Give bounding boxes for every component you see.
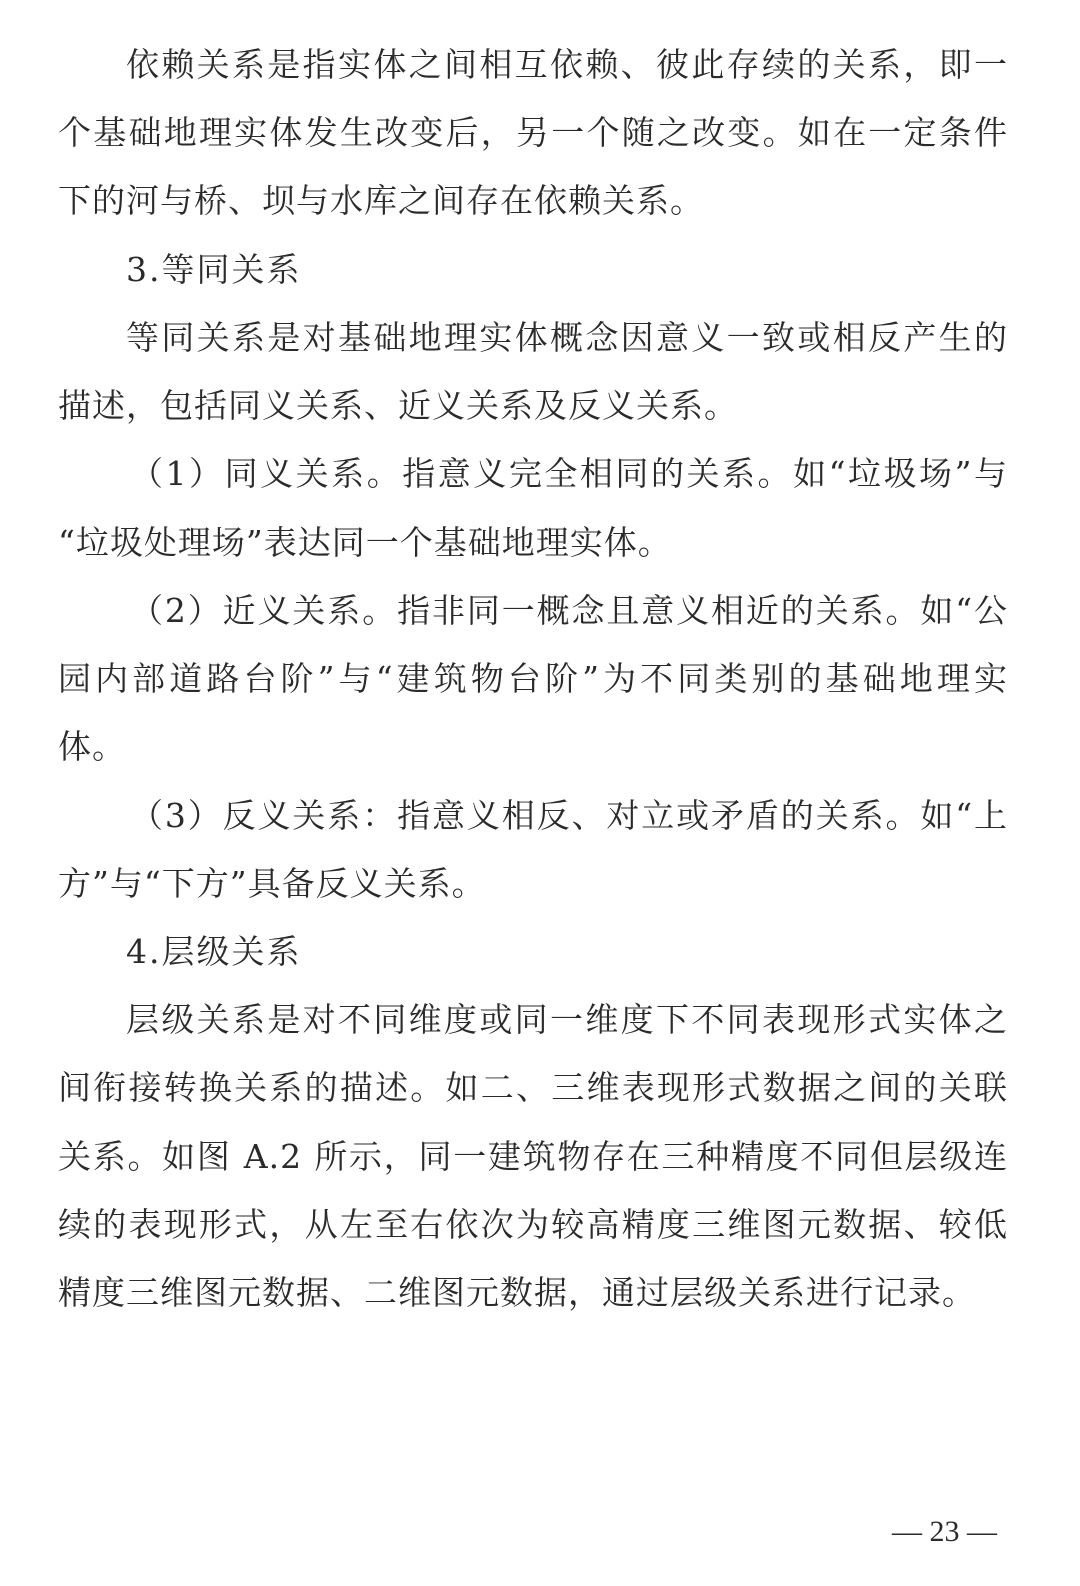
text-line: 关系。如图 A.2 所示，同一建筑物存在三种精度不同但层级连 (58, 1137, 1008, 1176)
text-line: 下的河与桥、坝与水库之间存在依赖关系。 (58, 181, 704, 220)
text-line: 园内部道路台阶”与“建筑物台阶”为不同类别的基础地理实 (58, 659, 1008, 698)
text-line: 续的表现形式，从左至右依次为较高精度三维图元数据、较低 (58, 1205, 1008, 1244)
text-line: （3）反义关系：指意义相反、对立或矛盾的关系。如“上 (130, 796, 1008, 835)
text-line: （1）同义关系。指意义完全相同的关系。如“垃圾场”与 (130, 454, 1008, 493)
text-line: 等同关系是对基础地理实体概念因意义一致或相反产生的 (126, 318, 1008, 357)
text-line: 层级关系是对不同维度或同一维度下不同表现形式实体之 (126, 1000, 1008, 1039)
text-line: 描述，包括同义关系、近义关系及反义关系。 (58, 386, 738, 425)
text-line: 间衔接转换关系的描述。如二、三维表现形式数据之间的关联 (58, 1068, 1008, 1107)
section-heading: 3.等同关系 (126, 250, 302, 289)
section-heading: 4.层级关系 (126, 932, 302, 971)
text-line: 体。 (58, 727, 126, 766)
text-line: 依赖关系是指实体之间相互依赖、彼此存续的关系，即一 (126, 45, 1008, 84)
text-line: 个基础地理实体发生改变后，另一个随之改变。如在一定条件 (58, 113, 1008, 152)
text-line: “垃圾处理场”表达同一个基础地理实体。 (58, 523, 672, 562)
page-number: — 23 — (892, 1515, 997, 1548)
text-line: （2）近义关系。指非同一概念且意义相近的关系。如“公 (130, 591, 1008, 630)
text-line: 方”与“下方”具备反义关系。 (58, 864, 486, 903)
text-line: 精度三维图元数据、二维图元数据，通过层级关系进行记录。 (58, 1273, 976, 1312)
